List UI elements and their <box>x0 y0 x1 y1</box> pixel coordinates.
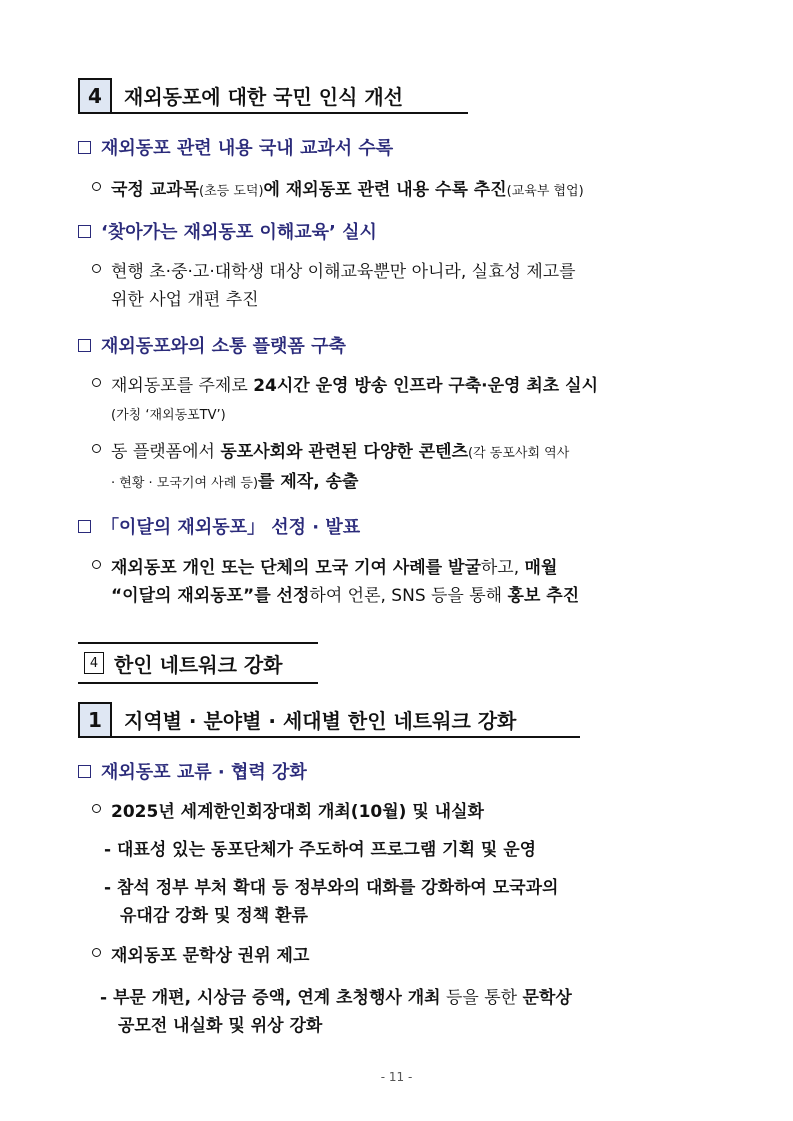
circle-bullet-icon <box>92 378 101 387</box>
circle-bullet-icon <box>92 804 101 813</box>
section-number: 4 <box>78 78 112 114</box>
bullet-item: 2025년 세계한인회장대회 개최(10월) 및 내실화 <box>92 798 484 826</box>
part-4-header <box>78 642 318 684</box>
circle-bullet-icon <box>92 948 101 957</box>
subheading: 재외동포 교류 · 협력 강화 <box>78 758 307 784</box>
subheading: ‘찾아가는 재외동포 이해교육’ 실시 <box>78 218 377 244</box>
square-bullet-icon <box>78 339 91 352</box>
part-title: 한인 네트워크 강화 <box>114 652 283 677</box>
section-4-header <box>78 78 468 114</box>
section-title: 재외동포에 대한 국민 인식 개선 <box>112 78 468 114</box>
square-bullet-icon <box>78 141 91 154</box>
dash-item: - 부문 개편, 시상금 증액, 연계 초청행사 개최 등을 통한 문학상 공모전 내실화 및 위상 강화 <box>100 988 572 1036</box>
bullet-item: 국정 교과목(초등 도덕)에 재외동포 관련 내용 수록 추진(교육부 협업) <box>92 176 584 206</box>
bullet-item: 재외동포 문학상 권위 제고 <box>92 942 309 970</box>
section-title: 지역별 · 분야별 · 세대별 한인 네트워크 강화 <box>112 702 580 738</box>
subheading: 재외동포 관련 내용 국내 교과서 수록 <box>78 134 393 160</box>
dash-item: - 대표성 있는 동포단체가 주도하여 프로그램 기획 및 운영 <box>104 840 537 860</box>
subheading: 「이달의 재외동포」 선정 · 발표 <box>78 513 360 539</box>
part-number: 4 <box>84 652 104 674</box>
page-number: - 11 - <box>380 1070 413 1084</box>
subheading: 재외동포와의 소통 플랫폼 구축 <box>78 332 346 358</box>
square-bullet-icon <box>78 225 91 238</box>
circle-bullet-icon <box>92 560 101 569</box>
circle-bullet-icon <box>92 264 101 273</box>
square-bullet-icon <box>78 520 91 533</box>
bullet-item: 재외동포 개인 또는 단체의 모국 기여 사례를 발굴하고, 매월 “이달의 재외동포”를 선정하여 언론, SNS 등을 통해 홍보 추진 <box>92 554 579 610</box>
circle-bullet-icon <box>92 182 101 191</box>
circle-bullet-icon <box>92 444 101 453</box>
bullet-item: 현행 초·중·고·대학생 대상 이해교육뿐만 아니라, 실효성 제고를 위한 사업 개편 추진 <box>92 258 576 314</box>
section-1-header <box>78 702 580 738</box>
bullet-item: 재외동포를 주제로 24시간 운영 방송 인프라 구축·운영 최초 실시 (가칭 ‘재외동포TV’) <box>92 372 598 430</box>
section-number: 1 <box>78 702 112 738</box>
bullet-item: 동 플랫폼에서 동포사회와 관련된 다양한 콘텐츠(각 동포사회 역사 · 현황 · 모국기여 사례 등)를 제작, 송출 <box>92 438 569 498</box>
dash-item: - 참석 정부 부처 확대 등 정부와의 대화를 강화하여 모국과의 유대감 강화 및 정책 환류 <box>104 878 559 926</box>
square-bullet-icon <box>78 765 91 778</box>
